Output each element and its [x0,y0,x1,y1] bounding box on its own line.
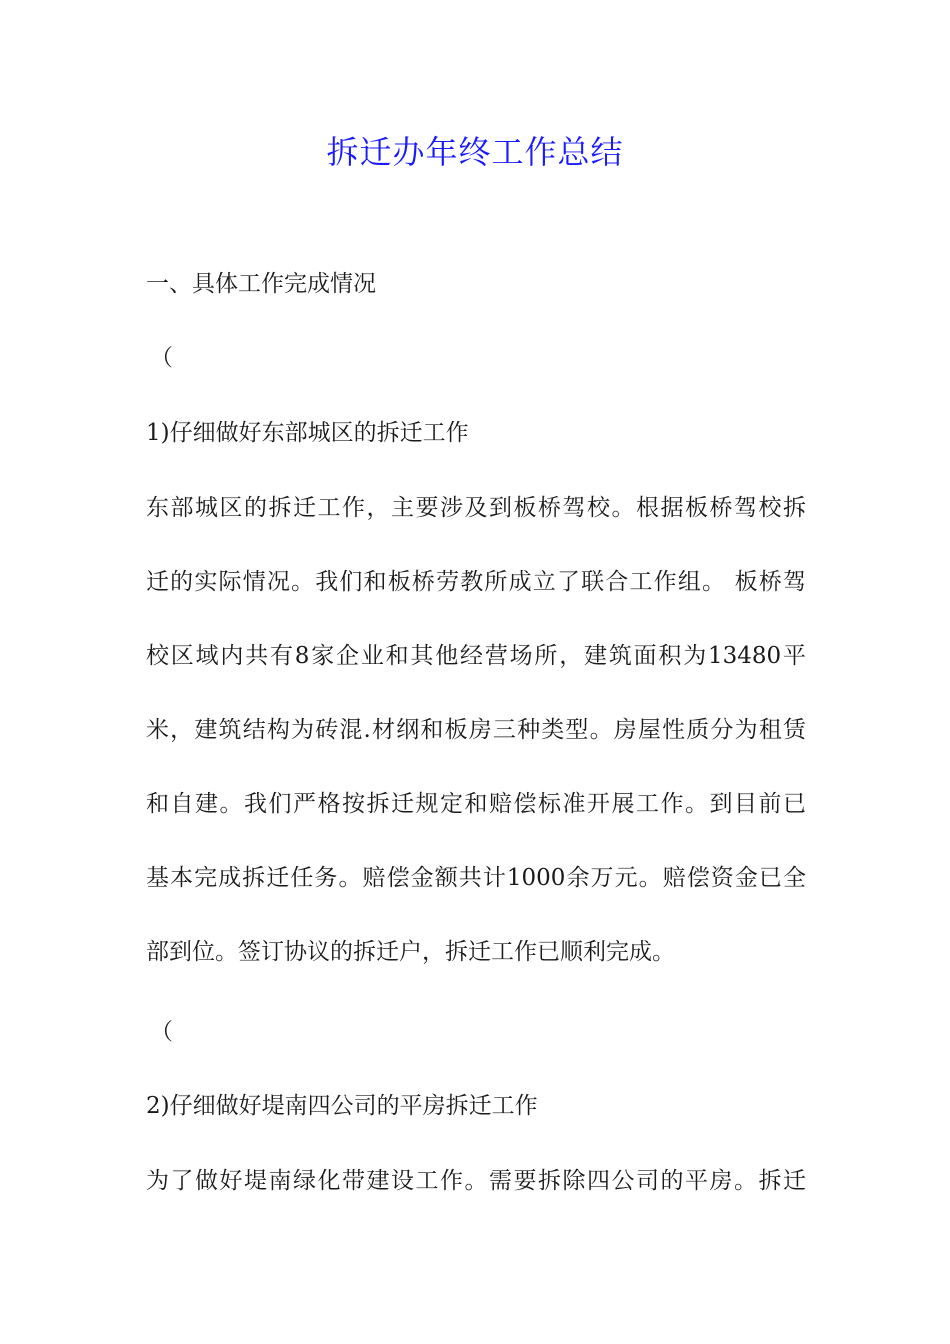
subheading-east-district: 1)仔细做好东部城区的拆迁工作 [146,420,469,446]
document-title: 拆迁办年终工作总结 [326,133,624,171]
section-heading: 一、具体工作完成情况 [146,271,376,297]
paragraph-line: 校区域内共有8家企业和其他经营场所，建筑面积为13480平 [146,643,806,669]
paragraph-east-district [146,492,806,1010]
paragraph-line: 迁的实际情况。我们和板桥劳教所成立了联合工作组。 板桥驾 [146,569,806,595]
paragraph-line: 和自建。我们严格按拆迁规定和赔偿标准开展工作。到目前已 [146,791,806,817]
paragraph-line: 基本完成拆迁任务。赔偿金额共计1000余万元。赔偿资金已全 [146,865,806,891]
paragraph-line: 部到位。签订协议的拆迁户，拆迁工作已顺利完成。 [146,939,675,965]
paragraph-line: 东部城区的拆迁工作，主要涉及到板桥驾校。根据板桥驾校拆 [146,495,806,521]
open-bracket: （ [150,345,173,371]
paragraph-line: 米，建筑结构为砖混.材纲和板房三种类型。房屋性质分为租赁 [146,717,806,743]
subheading-dinan-company: 2)仔细做好堤南四公司的平房拆迁工作 [146,1093,538,1119]
open-bracket: （ [150,1019,173,1045]
paragraph-line: 为了做好堤南绿化带建设工作。需要拆除四公司的平房。拆迁 [146,1168,806,1194]
paragraph-dinan-company [146,1165,806,1239]
